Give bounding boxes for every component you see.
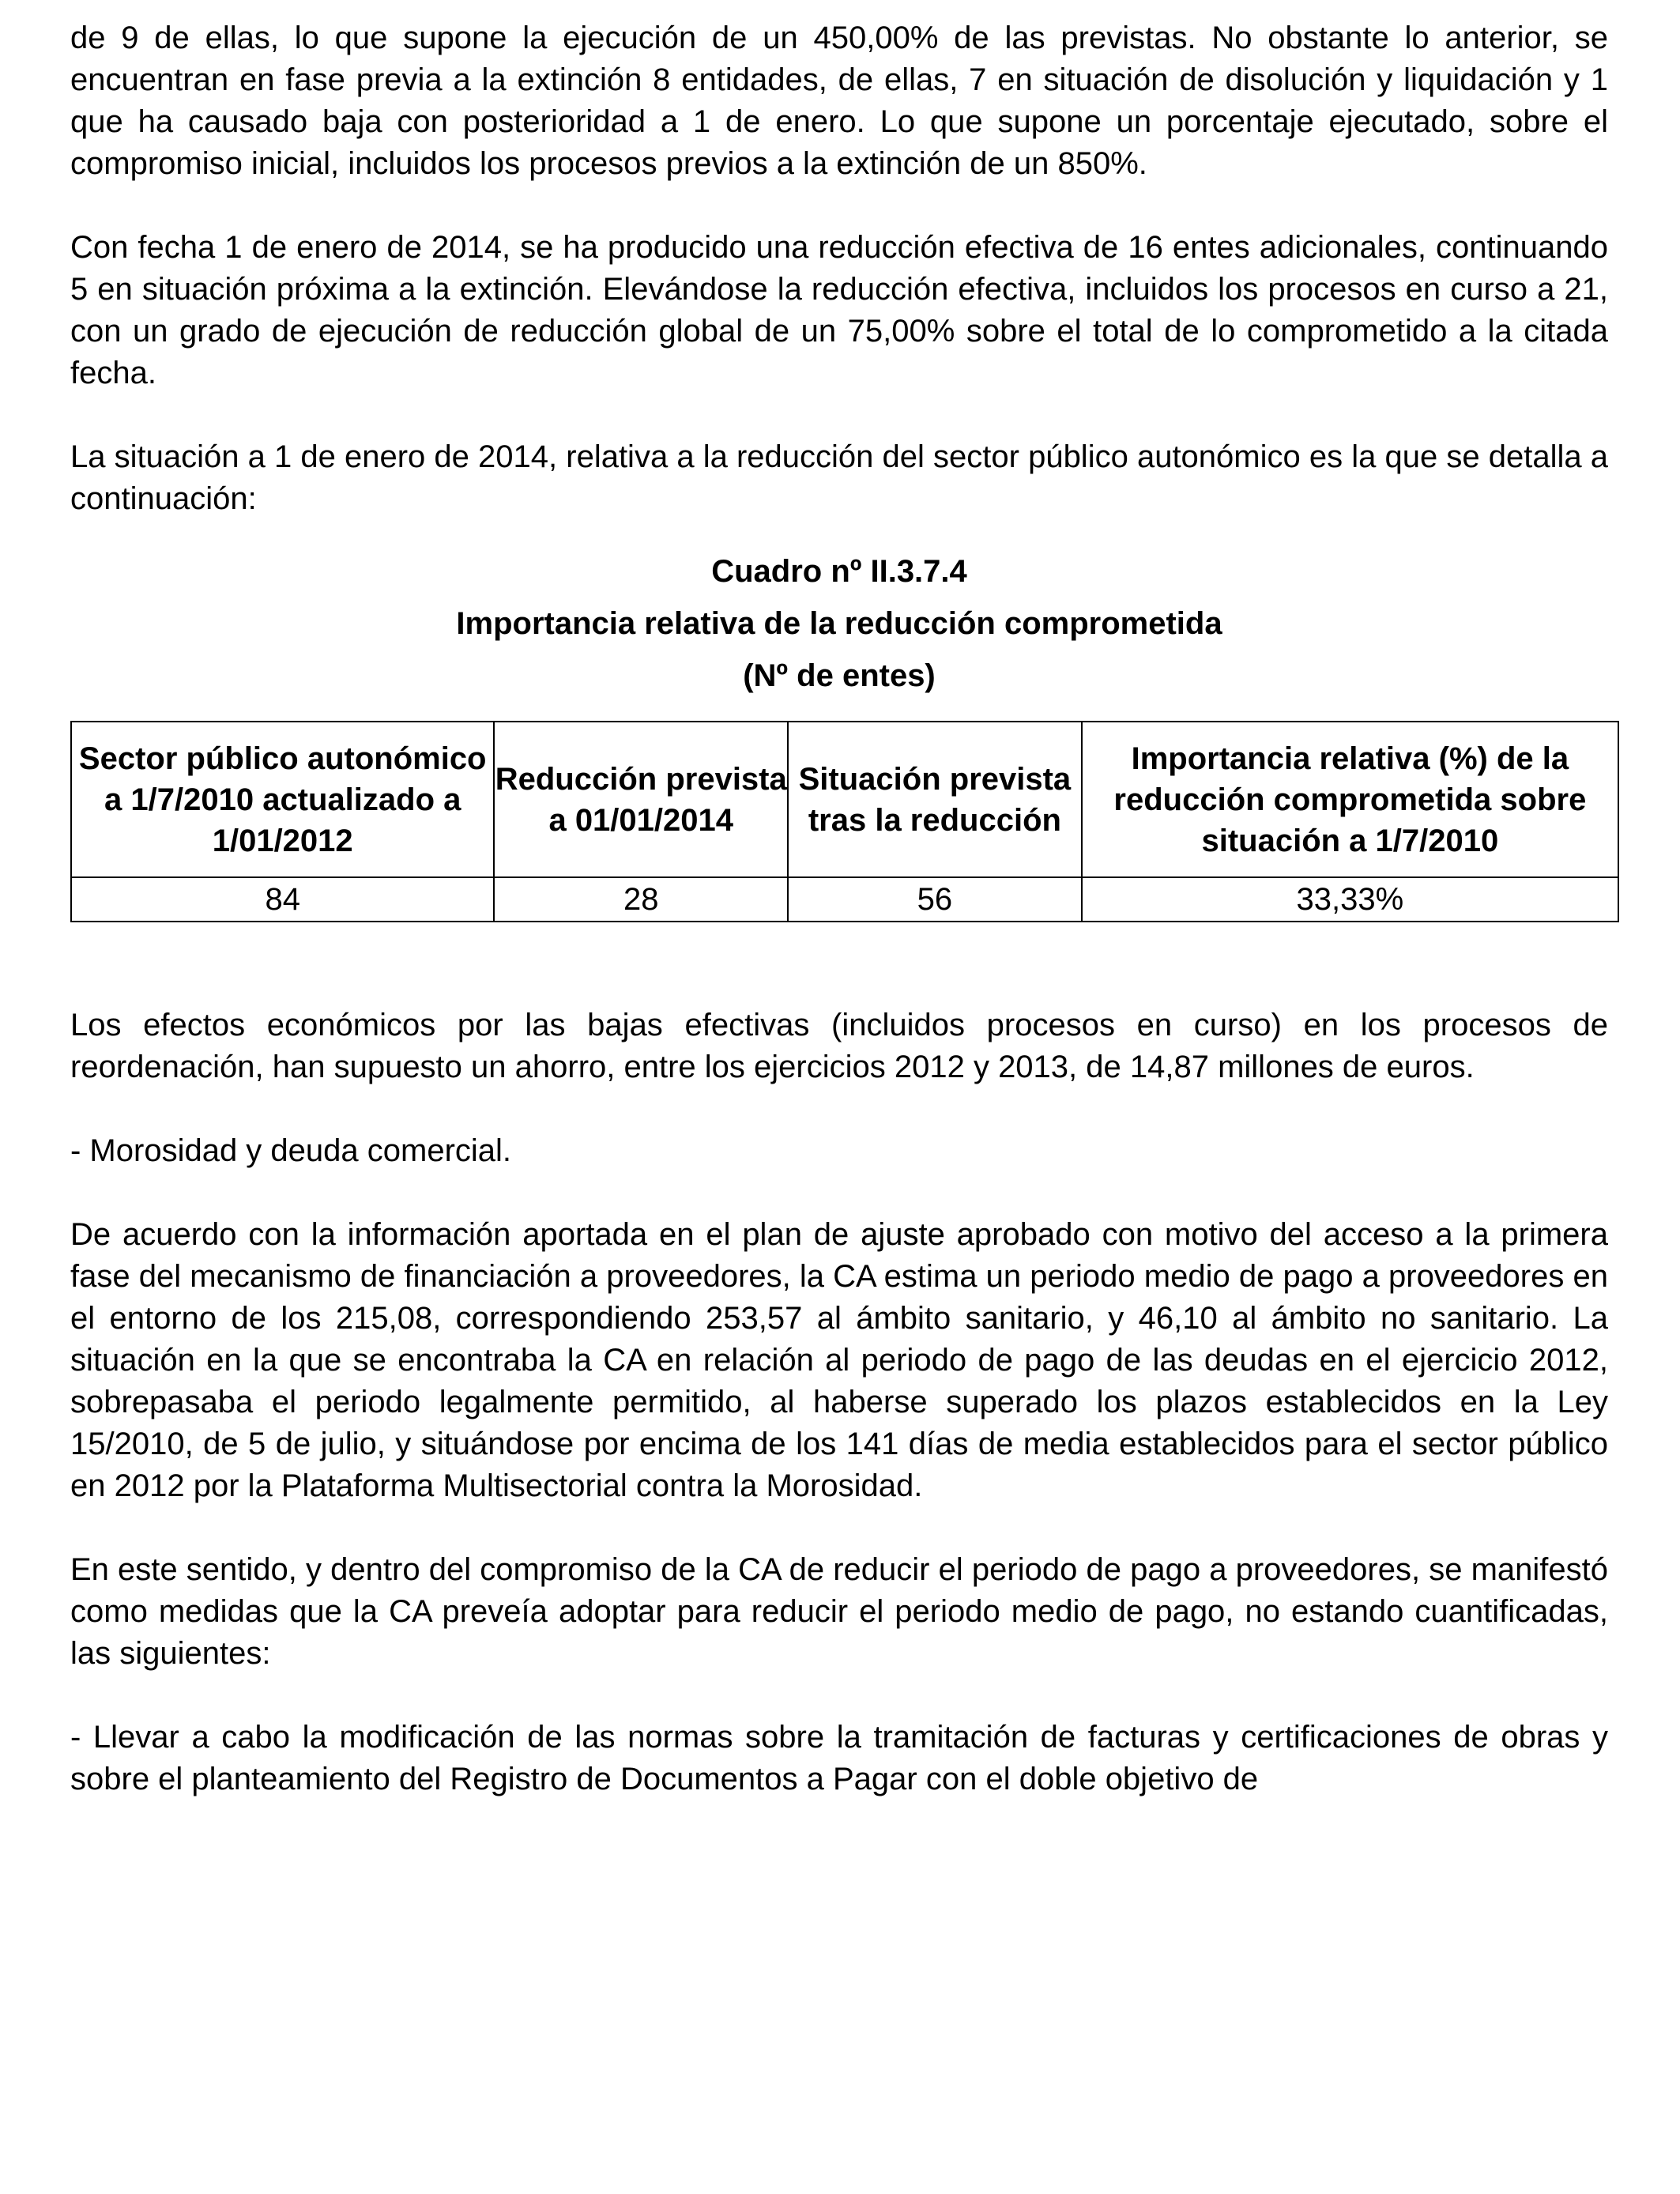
table-title: Importancia relativa de la reducción comprometida	[456, 606, 1222, 641]
cell-sector-publico: 84	[71, 877, 494, 922]
cell-reduccion-prevista: 28	[494, 877, 788, 922]
table-unit: (Nº de entes)	[743, 658, 936, 693]
header-sector-publico: Sector público autonómico a 1/7/2010 actualizado a 1/01/2012	[71, 722, 494, 877]
header-situacion-prevista: Situación prevista tras la reducción	[788, 722, 1082, 877]
paragraph-reduction-2014: Con fecha 1 de enero de 2014, se ha producido una reducción efectiva de 16 entes adicionales, continuando 5 en situación próxima a la extinción. Elevándose la reducción efectiva, incluidos los procesos en curso a 21, con un grado de ejecución de reducción global de un 75,00% sobre el total de lo comprometido a la citada fecha.	[70, 230, 1608, 390]
table-row	[71, 877, 1618, 922]
paragraph-reduction-execution: de 9 de ellas, lo que supone la ejecución de un 450,00% de las previstas. No obstante lo anterior, se encuentran en fase previa a la extinción 8 entidades, de ellas, 7 en situación de disolución y liquidación y 1 que ha causado baja con posterioridad a 1 de enero. Lo que supone un porcentaje ejecutado, sobre el compromiso inicial, incluidos los procesos previos a la extinción de un 850%.	[70, 21, 1608, 181]
reduction-table	[70, 721, 1619, 922]
paragraph-economic-effects: Los efectos económicos por las bajas efectivas (incluidos procesos en curso) en los procesos de reordenación, han supuesto un ahorro, entre los ejercicios 2012 y 2013, de 14,87 millones de euros.	[70, 1008, 1608, 1084]
cell-situacion-prevista: 56	[788, 877, 1082, 922]
header-reduccion-prevista: Reducción prevista a 01/01/2014	[494, 722, 788, 877]
paragraph-medida-facturas: - Llevar a cabo la modificación de las normas sobre la tramitación de facturas y certificaciones de obras y sobre el planteamiento del Registro de Documentos a Pagar con el doble objetivo de	[70, 1720, 1608, 1796]
cell-importancia-relativa: 33,33%	[1082, 877, 1618, 922]
paragraph-medidas-intro: En este sentido, y dentro del compromiso de la CA de reducir el periodo de pago a proveedores, se manifestó como medidas que la CA preveía adoptar para reducir el periodo medio de pago, no estando cuantificadas, las siguientes:	[70, 1552, 1608, 1671]
table-header-row	[71, 722, 1618, 877]
table-number: Cuadro nº II.3.7.4	[711, 554, 967, 589]
section-heading-morosidad: - Morosidad y deuda comercial.	[70, 1133, 512, 1168]
paragraph-plan-de-ajuste: De acuerdo con la información aportada en el plan de ajuste aprobado con motivo del acceso a la primera fase del mecanismo de financiación a proveedores, la CA estima un periodo medio de pago a proveedores en el entorno de los 215,08, correspondiendo 253,57 al ámbito sanitario, y 46,10 al ámbito no sanitario. La situación en la que se encontraba la CA en relación al periodo de pago de las deudas en el ejercicio 2012, sobrepasaba el periodo legalmente permitido, al haberse superado los plazos establecidos en la Ley 15/2010, de 5 de julio, y situándose por encima de los 141 días de media establecidos para el sector público en 2012 por la Plataforma Multisectorial contra la Morosidad.	[70, 1217, 1608, 1503]
paragraph-situation-intro: La situación a 1 de enero de 2014, relativa a la reducción del sector público autonómico es la que se detalla a continuación:	[70, 439, 1608, 516]
header-importancia-relativa: Importancia relativa (%) de la reducción comprometida sobre situación a 1/7/2010	[1082, 722, 1618, 877]
document-page	[70, 17, 1608, 1800]
